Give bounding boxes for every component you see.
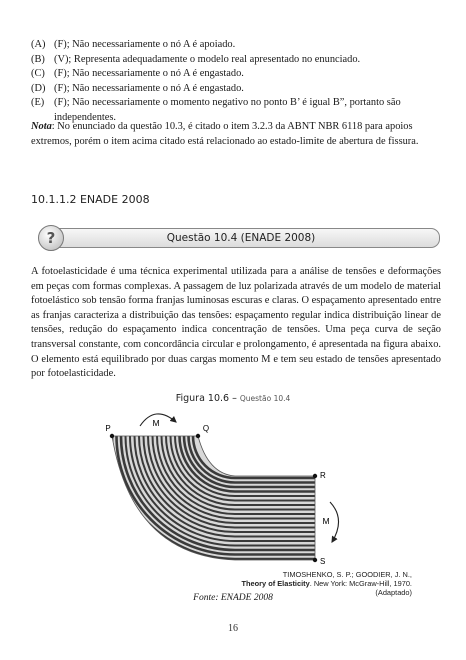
option-text: (F); Não necessariamente o nó A é apoiado.	[54, 39, 236, 50]
option-d	[31, 82, 441, 97]
option-text: (F); Não necessariamente o nó A é engastado.	[54, 68, 244, 80]
fringe-band	[189, 436, 331, 483]
figure-caption-sub: Questão 10.4	[239, 394, 291, 403]
option-letter: (A)	[31, 39, 46, 50]
label-q: Q	[202, 424, 210, 433]
question-title: Questão 10.4 (ENADE 2008)	[166, 232, 316, 244]
figure-caption-main: Figura 10.6 –	[175, 393, 240, 404]
label-m-right: M	[322, 516, 330, 526]
option-a	[31, 38, 441, 53]
option-letter: (D)	[31, 82, 46, 94]
page-number: 16	[228, 623, 238, 634]
answer-options	[31, 38, 441, 126]
moment-arrow-right	[330, 502, 339, 542]
option-text: (V); Representa adequadamente o modelo real apresentado no enunciado.	[54, 53, 361, 65]
question-header-bar	[42, 228, 440, 248]
label-m-top: M	[152, 418, 160, 428]
credit-publisher: . New York: McGraw-Hill, 1970. (Adaptado)	[309, 579, 412, 597]
option-letter: (B)	[31, 53, 45, 65]
note-paragraph	[31, 120, 441, 149]
option-c	[31, 67, 441, 82]
label-s: S	[320, 557, 326, 566]
note-label: Nota	[31, 121, 52, 132]
option-text: (F); Não necessariamente o momento negativo no ponto B’ é igual B”, portanto são independentes.	[54, 97, 401, 123]
question-body-text: A fotoelasticidade é uma técnica experimental utilizada para a análise de tensões e deformações em peças com formas complexas. A passagem de luz polarizada através de um modelo de material fotoelástico sob tensão forma franjas luminosas escuras e claras. O espaçamento apresentado entre as franjas caracteriza a distribuição das tensões: espaçamento regular indica distribuição linear de tensões, redução do espaçamento indica concentração de tensões. Uma peça curva de seção transversal constante, com concordância circular e prolongamento, é apresentada na figura abaixo. O elemento está equilibrado por duas cargas momento M e tem seu estado de tensões apresentado por fotoelasticidade.	[31, 266, 441, 380]
option-letter: (E)	[31, 97, 45, 109]
figure-caption	[0, 393, 466, 404]
option-text: (F); Não necessariamente o nó A é engastado.	[54, 82, 244, 94]
option-b	[31, 53, 441, 68]
credit-book-title: Theory of Elasticity	[241, 579, 310, 588]
figure-source: Fonte: ENADE 2008	[193, 593, 273, 603]
option-letter: (C)	[31, 68, 45, 80]
fringe-pattern	[100, 406, 340, 568]
note-text: : No enunciado da questão 10.3, é citado o item 3.2.3 da ABNT NBR 6118 para apoios extremos, porém o item acima citado está relacionado ao estado-limite de abertura de fissura.	[31, 121, 419, 147]
label-r: R	[320, 471, 326, 480]
question-mark-icon: ?	[38, 225, 64, 251]
photoelastic-figure	[100, 406, 340, 568]
credit-authors: TIMOSHENKO, S. P.; GOODIER, J. N.,	[282, 570, 412, 579]
fringe-band	[193, 436, 330, 478]
section-heading: 10.1.1.2 ENADE 2008	[31, 193, 150, 206]
label-p: P	[105, 424, 111, 433]
